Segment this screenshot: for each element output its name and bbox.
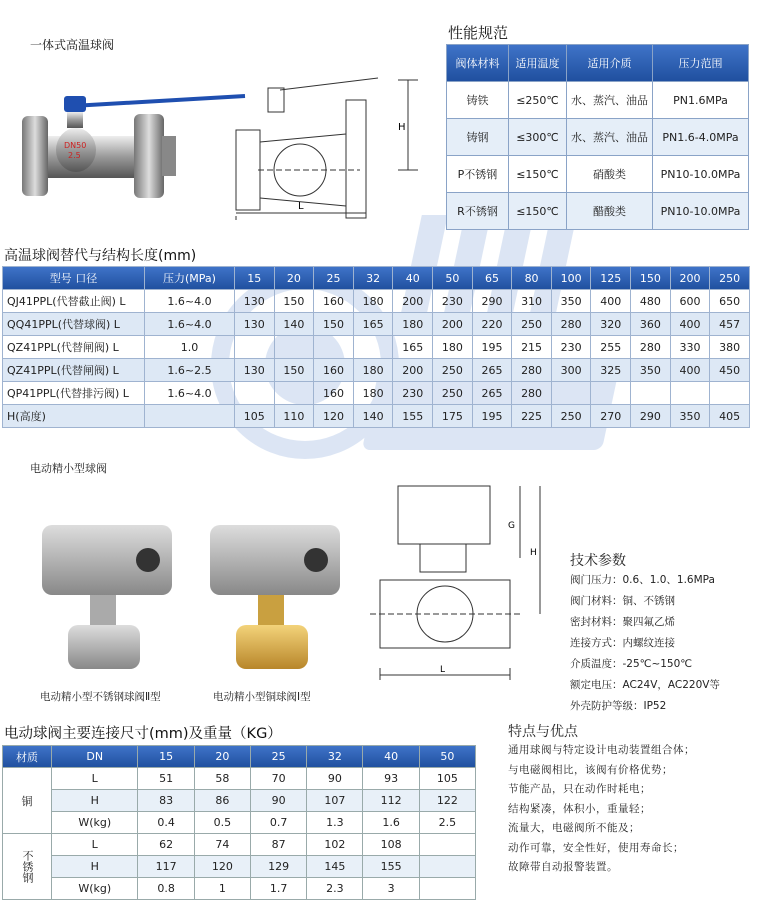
weight-header: 32 xyxy=(307,746,363,768)
cell: 90 xyxy=(307,768,363,790)
weight-header: 15 xyxy=(138,746,194,768)
cell: 1.6~4.0 xyxy=(145,313,235,336)
table-row xyxy=(447,193,749,230)
cell: 350 xyxy=(551,290,591,313)
cell: 310 xyxy=(512,290,552,313)
material-cell: 不锈钢 xyxy=(3,834,52,900)
cell xyxy=(235,382,275,405)
cell: 180 xyxy=(353,290,393,313)
cell: L xyxy=(52,834,138,856)
cell: 155 xyxy=(363,856,419,878)
cell: QZ41PPL(代替闸阀) L xyxy=(3,359,145,382)
cell xyxy=(274,336,314,359)
cell: 325 xyxy=(591,359,631,382)
cell: 硝酸类 xyxy=(567,156,653,193)
table-row xyxy=(3,812,476,834)
cell xyxy=(670,382,710,405)
cell: 醋酸类 xyxy=(567,193,653,230)
cell: 145 xyxy=(307,856,363,878)
cell: 117 xyxy=(138,856,194,878)
cell: QJ41PPL(代替截止阀) L xyxy=(3,290,145,313)
length-header: 80 xyxy=(512,267,552,290)
cell: 400 xyxy=(591,290,631,313)
cell: 140 xyxy=(274,313,314,336)
cell: 250 xyxy=(512,313,552,336)
material-cell: 铜 xyxy=(3,768,52,834)
cell: PN1.6MPa xyxy=(653,82,749,119)
weight-header: 25 xyxy=(250,746,306,768)
dim-l-label-2: L xyxy=(440,665,446,675)
cell: 70 xyxy=(250,768,306,790)
spec-title: 性能规范 xyxy=(448,24,509,42)
cell: 150 xyxy=(274,359,314,382)
cell: PN10-10.0MPa xyxy=(653,193,749,230)
cell: 175 xyxy=(433,405,473,428)
cell: L xyxy=(52,768,138,790)
length-header: 20 xyxy=(274,267,314,290)
cell: 480 xyxy=(631,290,671,313)
cell: 129 xyxy=(250,856,306,878)
spec-header: 压力范围 xyxy=(653,45,749,82)
tech-item: 连接方式：内螺纹连接 xyxy=(570,637,675,649)
dim-h-label-2: H xyxy=(530,548,537,558)
cell xyxy=(551,382,591,405)
cell: 0.7 xyxy=(250,812,306,834)
cell: 300 xyxy=(551,359,591,382)
cell: 165 xyxy=(393,336,433,359)
length-header: 100 xyxy=(551,267,591,290)
tech-item: 密封材料：聚四氟乙烯 xyxy=(570,616,675,628)
cell: 180 xyxy=(393,313,433,336)
cell: ≤300℃ xyxy=(509,119,567,156)
feature-item: 结构紧凑，体积小，重量轻； xyxy=(508,802,651,815)
dim-h-label: H xyxy=(398,122,406,133)
cell: 290 xyxy=(631,405,671,428)
table-row xyxy=(3,856,476,878)
cell: 122 xyxy=(419,790,475,812)
features-title: 特点与优点 xyxy=(508,724,578,740)
top-valve-title: 一体式高温球阀 xyxy=(30,38,115,52)
cell: 1.0 xyxy=(145,336,235,359)
cell: 290 xyxy=(472,290,512,313)
table-row xyxy=(3,382,750,405)
feature-item: 流量大，电磁阀所不能及； xyxy=(508,822,640,834)
caption-stainless: 电动精小型不锈钢球阀Ⅱ型 xyxy=(40,691,161,703)
cell: 160 xyxy=(314,382,354,405)
cell: 220 xyxy=(472,313,512,336)
cell: 130 xyxy=(235,313,275,336)
cell xyxy=(274,382,314,405)
table-row xyxy=(3,290,750,313)
cell: 90 xyxy=(250,790,306,812)
length-header: 65 xyxy=(472,267,512,290)
flanged-ball-valve-image xyxy=(12,78,247,208)
length-header: 40 xyxy=(393,267,433,290)
cell: 1.6~4.0 xyxy=(145,382,235,405)
weight-table xyxy=(2,745,476,900)
cell: QQ41PPL(代替球阀) L xyxy=(3,313,145,336)
length-header: 50 xyxy=(433,267,473,290)
cell: 160 xyxy=(314,290,354,313)
cell: 600 xyxy=(670,290,710,313)
weight-header: DN xyxy=(52,746,138,768)
cell: 140 xyxy=(353,405,393,428)
cell: 360 xyxy=(631,313,671,336)
cell xyxy=(710,382,750,405)
cell: 2.5 xyxy=(419,812,475,834)
cell: 180 xyxy=(353,359,393,382)
cell: 265 xyxy=(472,359,512,382)
feature-item: 故障带自动报警装置。 xyxy=(508,861,618,873)
cell: 120 xyxy=(314,405,354,428)
cell: 230 xyxy=(551,336,591,359)
cell xyxy=(145,405,235,428)
cell: QP41PPL(代替排污阀) L xyxy=(3,382,145,405)
tech-item: 额定电压：AC24V，AC220V等 xyxy=(570,679,720,691)
cell: H xyxy=(52,790,138,812)
cell: 165 xyxy=(353,313,393,336)
cell: 215 xyxy=(512,336,552,359)
table-row xyxy=(3,834,476,856)
cell: 250 xyxy=(551,405,591,428)
cell: 380 xyxy=(710,336,750,359)
cell: 200 xyxy=(433,313,473,336)
valve-mark-pn: 2.5 xyxy=(68,151,81,160)
cell xyxy=(591,382,631,405)
cell: PN1.6-4.0MPa xyxy=(653,119,749,156)
cell xyxy=(419,834,475,856)
cell: 320 xyxy=(591,313,631,336)
electric-valve-title: 电动精小型球阀 xyxy=(30,462,107,475)
cell: 280 xyxy=(551,313,591,336)
cell: 1.6~4.0 xyxy=(145,290,235,313)
feature-item: 动作可靠，安全性好，使用寿命长； xyxy=(508,841,684,854)
length-header: 32 xyxy=(353,267,393,290)
cell: 105 xyxy=(419,768,475,790)
spec-header: 适用介质 xyxy=(567,45,653,82)
feature-item: 与电磁阀相比，该阀有价格优势； xyxy=(508,763,673,776)
cell xyxy=(419,856,475,878)
cell: 3 xyxy=(363,878,419,900)
cell: 水、蒸汽、油品 xyxy=(567,82,653,119)
tech-list xyxy=(570,570,720,717)
cell: 0.5 xyxy=(194,812,250,834)
length-header: 压力(MPa) xyxy=(145,267,235,290)
cell: 51 xyxy=(138,768,194,790)
cell: 铸钢 xyxy=(447,119,509,156)
weight-table-title: 电动球阀主要连接尺寸(mm)及重量（KG） xyxy=(4,726,282,742)
cell: 230 xyxy=(433,290,473,313)
cell: 150 xyxy=(314,313,354,336)
cell: 110 xyxy=(274,405,314,428)
cell: 650 xyxy=(710,290,750,313)
dim-g-label: G xyxy=(508,521,515,531)
dim-l-label: L xyxy=(298,201,304,212)
table-row xyxy=(3,405,750,428)
tech-item: 阀门压力：0.6、1.0、1.6MPa xyxy=(570,574,715,586)
cell: PN10-10.0MPa xyxy=(653,156,749,193)
cell: H xyxy=(52,856,138,878)
cell: ≤150℃ xyxy=(509,193,567,230)
cell: 1 xyxy=(194,878,250,900)
length-header: 15 xyxy=(235,267,275,290)
table-row xyxy=(3,313,750,336)
table-row xyxy=(447,156,749,193)
cell: 120 xyxy=(194,856,250,878)
cell: ≤150℃ xyxy=(509,156,567,193)
features-list xyxy=(508,741,695,878)
cell xyxy=(314,336,354,359)
cell: 155 xyxy=(393,405,433,428)
cell: 107 xyxy=(307,790,363,812)
weight-header: 40 xyxy=(363,746,419,768)
cell: 400 xyxy=(670,359,710,382)
cell: 108 xyxy=(363,834,419,856)
table-row xyxy=(3,359,750,382)
cell: 62 xyxy=(138,834,194,856)
length-header: 型号 口径 xyxy=(3,267,145,290)
cell: 102 xyxy=(307,834,363,856)
table-row xyxy=(3,790,476,812)
table-row xyxy=(447,82,749,119)
weight-header: 20 xyxy=(194,746,250,768)
cell: 0.4 xyxy=(138,812,194,834)
cell: 1.6 xyxy=(363,812,419,834)
cell: 铸铁 xyxy=(447,82,509,119)
weight-header: 材质 xyxy=(3,746,52,768)
length-header: 200 xyxy=(670,267,710,290)
valve-mark-dn: DN50 xyxy=(64,141,87,150)
cell: 400 xyxy=(670,313,710,336)
cell: R不锈钢 xyxy=(447,193,509,230)
cell: 200 xyxy=(393,290,433,313)
cell: H(高度) xyxy=(3,405,145,428)
spec-header: 阀体材料 xyxy=(447,45,509,82)
cell: 0.8 xyxy=(138,878,194,900)
cell: 270 xyxy=(591,405,631,428)
cell: 250 xyxy=(433,359,473,382)
table-row xyxy=(3,768,476,790)
cell: 130 xyxy=(235,290,275,313)
tech-title: 技术参数 xyxy=(570,553,626,569)
caption-copper: 电动精小型铜球阀Ⅰ型 xyxy=(213,691,311,703)
cell: W(kg) xyxy=(52,812,138,834)
spec-header: 适用温度 xyxy=(509,45,567,82)
cell: 180 xyxy=(433,336,473,359)
cell: QZ41PPL(代替闸阀) L xyxy=(3,336,145,359)
feature-item: 节能产品，只在动作时耗电； xyxy=(508,783,651,795)
cell: 330 xyxy=(670,336,710,359)
cell: 105 xyxy=(235,405,275,428)
cell: 58 xyxy=(194,768,250,790)
electric-valve-images xyxy=(38,515,348,690)
weight-header: 50 xyxy=(419,746,475,768)
electric-valve-drawing xyxy=(370,480,560,700)
spec-table xyxy=(446,44,749,230)
cell: 255 xyxy=(591,336,631,359)
tech-item: 阀门材料：铜、不锈钢 xyxy=(570,595,675,607)
cell xyxy=(419,878,475,900)
length-header: 150 xyxy=(631,267,671,290)
length-header: 25 xyxy=(314,267,354,290)
cell xyxy=(353,336,393,359)
cell: 93 xyxy=(363,768,419,790)
table-row xyxy=(3,878,476,900)
cell: 1.7 xyxy=(250,878,306,900)
cell: 250 xyxy=(433,382,473,405)
cell: 195 xyxy=(472,336,512,359)
cell: 160 xyxy=(314,359,354,382)
cell: 86 xyxy=(194,790,250,812)
cell: 200 xyxy=(393,359,433,382)
table-row xyxy=(447,119,749,156)
cell: 225 xyxy=(512,405,552,428)
cell: 2.3 xyxy=(307,878,363,900)
cell: 280 xyxy=(512,382,552,405)
cell: 1.6~2.5 xyxy=(145,359,235,382)
length-table xyxy=(2,266,750,428)
cell: 457 xyxy=(710,313,750,336)
length-table-title: 高温球阀替代与结构长度(mm) xyxy=(4,248,197,264)
tech-item: 外壳防护等级：IP52 xyxy=(570,700,667,712)
cell: 450 xyxy=(710,359,750,382)
length-header: 250 xyxy=(710,267,750,290)
cell: 350 xyxy=(670,405,710,428)
cell: 180 xyxy=(353,382,393,405)
cell xyxy=(235,336,275,359)
cell: ≤250℃ xyxy=(509,82,567,119)
cell: 1.3 xyxy=(307,812,363,834)
cell: 水、蒸汽、油品 xyxy=(567,119,653,156)
cell: 74 xyxy=(194,834,250,856)
cell: 230 xyxy=(393,382,433,405)
cell: W(kg) xyxy=(52,878,138,900)
cell: 265 xyxy=(472,382,512,405)
cell: 280 xyxy=(512,359,552,382)
valve-dimension-drawing xyxy=(228,70,428,230)
cell: 130 xyxy=(235,359,275,382)
cell: 87 xyxy=(250,834,306,856)
cell: 405 xyxy=(710,405,750,428)
cell: 350 xyxy=(631,359,671,382)
cell xyxy=(631,382,671,405)
cell: P不锈钢 xyxy=(447,156,509,193)
cell: 83 xyxy=(138,790,194,812)
cell: 195 xyxy=(472,405,512,428)
tech-item: 介质温度：-25℃~150℃ xyxy=(570,658,693,670)
cell: 280 xyxy=(631,336,671,359)
table-row xyxy=(3,336,750,359)
length-header: 125 xyxy=(591,267,631,290)
cell: 112 xyxy=(363,790,419,812)
cell: 150 xyxy=(274,290,314,313)
feature-item: 通用球阀与特定设计电动装置组合体； xyxy=(508,744,695,756)
